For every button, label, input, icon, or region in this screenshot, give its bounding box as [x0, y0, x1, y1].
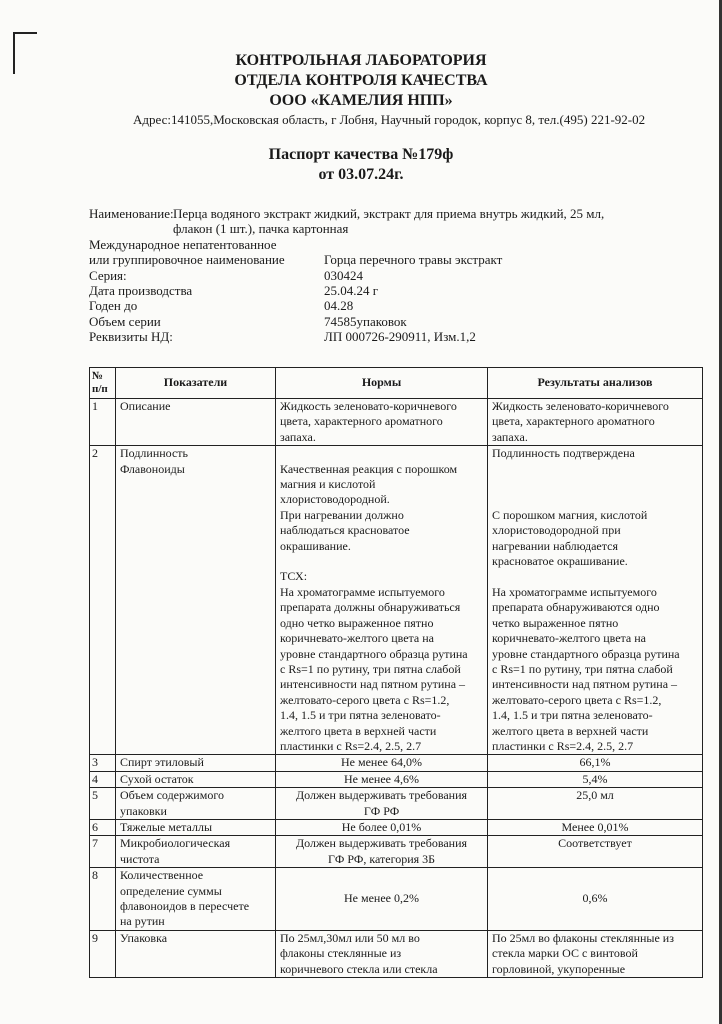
info-prod-date [89, 283, 604, 298]
row-number: 2 [90, 446, 116, 755]
row-number: 9 [90, 930, 116, 977]
info-name [89, 206, 604, 237]
table-row [90, 930, 703, 977]
row-result: 5,4% [488, 771, 703, 787]
table-row [90, 771, 703, 787]
table-row [90, 868, 703, 931]
inn-label-1: Международное непатентованное [89, 236, 277, 252]
nd-value: ЛП 000726-290911, Изм.1,2 [324, 329, 476, 345]
company-name: ООО «КАМЕЛИЯ НПП» [269, 92, 453, 109]
table-row [90, 755, 703, 771]
table-row [90, 836, 703, 868]
table-header-row [90, 368, 703, 399]
header-number: № п/п [90, 368, 116, 399]
row-result: 66,1% [488, 755, 703, 771]
table-row [90, 788, 703, 820]
analysis-table [89, 367, 703, 978]
row-indicator: Сухой остаток [116, 771, 276, 787]
info-inn-2 [89, 252, 604, 267]
row-norm: Не менее 0,2% [276, 868, 488, 931]
row-indicator: Тяжелые металлы [116, 819, 276, 835]
row-result: Соответствует [488, 836, 703, 868]
prod-date-value: 25.04.24 г [324, 283, 379, 299]
expiry-label: Годен до [89, 298, 138, 314]
name-label: Наименование: [89, 206, 174, 221]
row-indicator: Спирт этиловый [116, 755, 276, 771]
table-row [90, 399, 703, 446]
row-result: Менее 0,01% [488, 819, 703, 835]
series-value: 030424 [324, 267, 363, 283]
row-number: 1 [90, 399, 116, 446]
row-indicator: Микробиологическая чистота [116, 836, 276, 868]
department-name: ОТДЕЛА КОНТРОЛЯ КАЧЕСТВА [234, 72, 488, 89]
header-result: Результаты анализов [488, 368, 703, 399]
header-indicator: Показатели [116, 368, 276, 399]
info-nd [89, 329, 604, 344]
row-number: 3 [90, 755, 116, 771]
row-norm: Не менее 4,6% [276, 771, 488, 787]
row-number: 4 [90, 771, 116, 787]
row-number: 8 [90, 868, 116, 931]
info-expiry [89, 298, 604, 313]
nd-label: Реквизиты НД: [89, 329, 173, 345]
row-indicator: Упаковка [116, 930, 276, 977]
row-number: 5 [90, 788, 116, 820]
document-title: Паспорт качества №179ф [268, 146, 454, 163]
row-result: Подлинность подтверждена С порошком магния, кислотой хлористоводородной при нагревании наблюдается красноватое окрашивание. На хроматограмме испытуемого препарата обнаруживаются одно четко выраженное пятно коричневато-желтого цвета на уровне стандартного образца рутина с Rs=1 по рутину, три пятна слабой интенсивности над пятном рутина – желтовато-серого цвета с Rs=1.2, 1.4, 1.5 и три пятна зеленовато- желтого цвета в верхней части пластинки с Rs=2.4, 2.5, 2.7 [488, 446, 703, 755]
row-indicator: Описание [116, 399, 276, 446]
info-volume [89, 314, 604, 329]
info-inn-1 [89, 237, 604, 252]
volume-label: Объем серии [89, 313, 161, 329]
row-norm: По 25мл,30мл или 50 мл во флаконы стеклянные из коричневого стекла или стекла [276, 930, 488, 977]
row-number: 6 [90, 819, 116, 835]
info-series [89, 268, 604, 283]
expiry-value: 04.28 [324, 298, 354, 314]
address: Адрес:141055,Московская область, г Лобня, Научный городок, корпус 8, тел.(495) 221-92-02 [133, 112, 646, 127]
series-label: Серия: [89, 267, 127, 283]
inn-label-2: или группировочное наименование [89, 252, 285, 268]
row-result: По 25мл во флаконы стеклянные из стекла марки ОС с винтовой горловиной, укупоренные [488, 930, 703, 977]
row-indicator: Подлинность Флавоноиды [116, 446, 276, 755]
inn-value: Горца перечного травы экстракт [324, 252, 503, 268]
document-date: от 03.07.24г. [318, 166, 404, 183]
row-norm: Не менее 64,0% [276, 755, 488, 771]
table-row [90, 446, 703, 755]
row-norm: Не более 0,01% [276, 819, 488, 835]
row-result: Жидкость зеленовато-коричневого цвета, характерного ароматного запаха. [488, 399, 703, 446]
row-result: 0,6% [488, 868, 703, 931]
row-norm: Должен выдерживать требования ГФ РФ [276, 788, 488, 820]
row-indicator: Количественное определение суммы флавоноидов в пересчете на рутин [116, 868, 276, 931]
prod-date-label: Дата производства [89, 283, 193, 299]
product-info [89, 206, 604, 345]
lab-name: КОНТРОЛЬНАЯ ЛАБОРАТОРИЯ [235, 52, 487, 69]
row-norm: Должен выдерживать требования ГФ РФ, категория 3Б [276, 836, 488, 868]
row-norm: Качественная реакция с порошком магния и кислотой хлористоводородной. При нагревании должно наблюдаться красноватое окрашивание. ТСХ: На хроматограмме испытуемого препарата должны обнаруживаться одно четко выраженное пятно коричневато-желтого цвета на уровне стандартного образца рутина с Rs=1 по рутину, три пятна слабой интенсивности над пятном рутина – желтовато-серого цвета с Rs=1.2, 1.4, 1.5 и три пятна зеленовато- желтого цвета в верхней части пластинки с Rs=2.4, 2.5, 2.7 [276, 446, 488, 755]
volume-value: 74585упаковок [324, 313, 407, 329]
name-value: Перца водяного экстракт жидкий, экстракт для приема внутрь жидкий, 25 мл, флакон (1 шт.), пачка картонная [173, 206, 605, 237]
row-result: 25,0 мл [488, 788, 703, 820]
row-number: 7 [90, 836, 116, 868]
row-norm: Жидкость зеленовато-коричневого цвета, характерного ароматного запаха. [276, 399, 488, 446]
row-indicator: Объем содержимого упаковки [116, 788, 276, 820]
header-norm: Нормы [276, 368, 488, 399]
table-row [90, 819, 703, 835]
